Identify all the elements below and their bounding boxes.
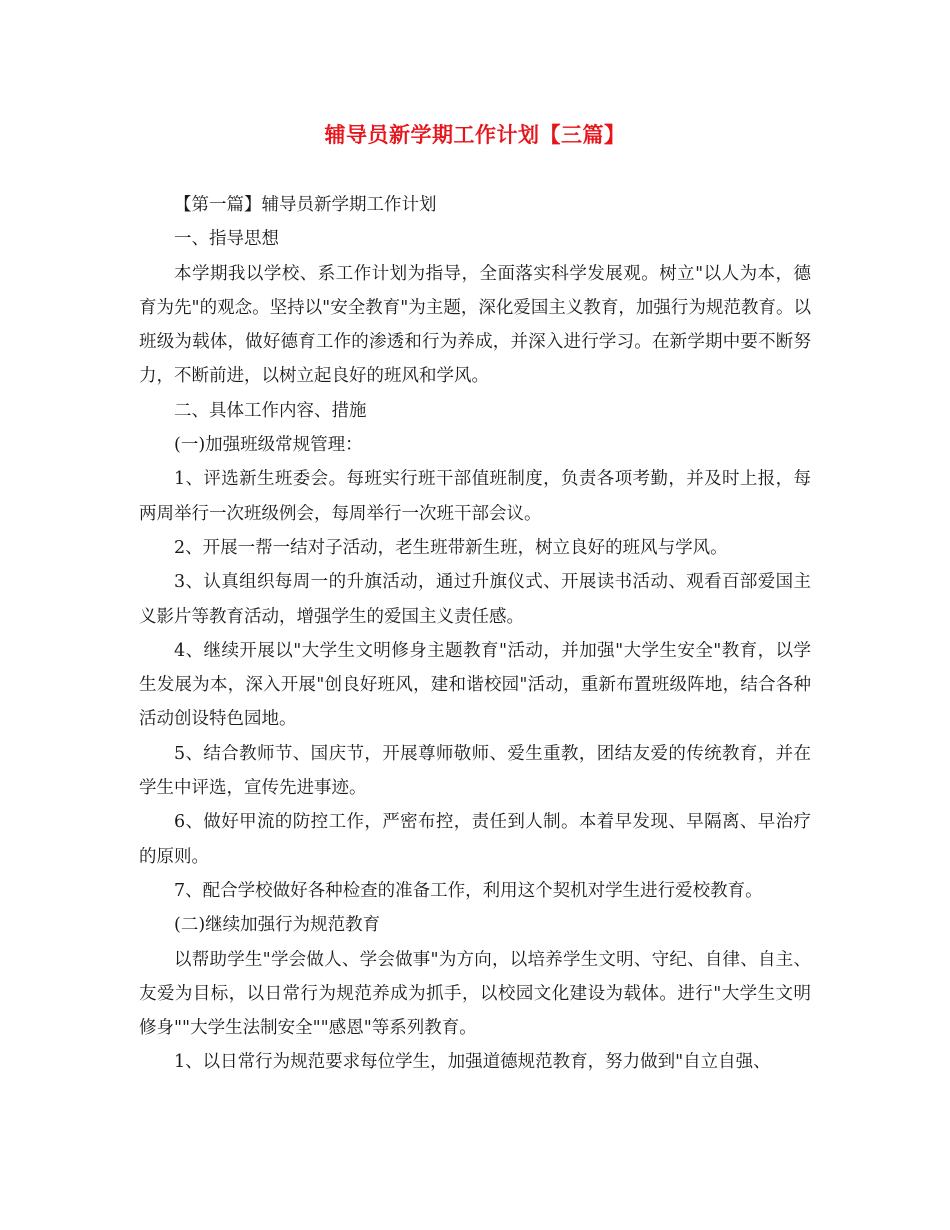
document-body bbox=[139, 188, 811, 1080]
document-title: 辅导员新学期工作计划【三篇】 bbox=[324, 123, 626, 147]
body-paragraph: 本学期我以学校、系工作计划为指导，全面落实科学发展观。树立"以人为本，德育为先"的观念。坚持以"安全教育"为主题，深化爱国主义教育，加强行为规范教育。以班级为载体，做好德育工作的渗透和行为养成，并深入进行学习。在新学期中要不断努力，不断前进，以树立起良好的班风和学风。 bbox=[139, 263, 811, 387]
list-item: 1、评选新生班委会。每班实行班干部值班制度，负责各项考勤，并及时上报，每两周举行一次班级例会，每周举行一次班干部会议。 bbox=[139, 469, 811, 524]
list-item: 3、认真组织每周一的升旗活动，通过升旗仪式、开展读书活动、观看百部爱国主义影片等教育活动，增强学生的爱国主义责任感。 bbox=[139, 572, 811, 627]
list-item: 4、继续开展以"大学生文明修身主题教育"活动，并加强"大学生安全"教育，以学生发展为本，深入开展"创良好班风，建和谐校园"活动，重新布置班级阵地，结合各种活动创设特色园地。 bbox=[139, 640, 811, 730]
subsection-heading: (一)加强班级常规管理： bbox=[174, 435, 363, 456]
subsection-heading: (二)继续加强行为规范教育 bbox=[174, 915, 381, 936]
list-item: 1、以日常行为规范要求每位学生，加强道德规范教育，努力做到"自立自强、 bbox=[174, 1052, 771, 1073]
list-item: 7、配合学校做好各种检查的准备工作，利用这个契机对学生进行爱校教育。 bbox=[174, 880, 763, 901]
list-item: 2、开展一帮一结对子活动，老生班带新生班，树立良好的班风与学风。 bbox=[174, 537, 728, 558]
subsection-heading: 二、具体工作内容、措施 bbox=[174, 400, 367, 421]
subsection-heading: 一、指导思想 bbox=[174, 229, 279, 250]
list-item: 6、做好甲流的防控工作，严密布控，责任到人制。本着早发现、早隔离、早治疗的原则。 bbox=[139, 812, 811, 867]
list-item: 5、结合教师节、国庆节，开展尊师敬师、爱生重教，团结友爱的传统教育，并在学生中评选，宣传先进事迹。 bbox=[139, 743, 811, 799]
section-heading: 【第一篇】辅导员新学期工作计划 bbox=[174, 195, 437, 215]
body-paragraph: 以帮助学生"学会做人、学会做事"为方向，以培养学生文明、守纪、自律、自主、友爱为目标，以日常行为规范养成为抓手，以校园文化建设为载体。进行"大学生文明修身""大学生法制安全""感恩"等系列教育。 bbox=[139, 949, 811, 1039]
